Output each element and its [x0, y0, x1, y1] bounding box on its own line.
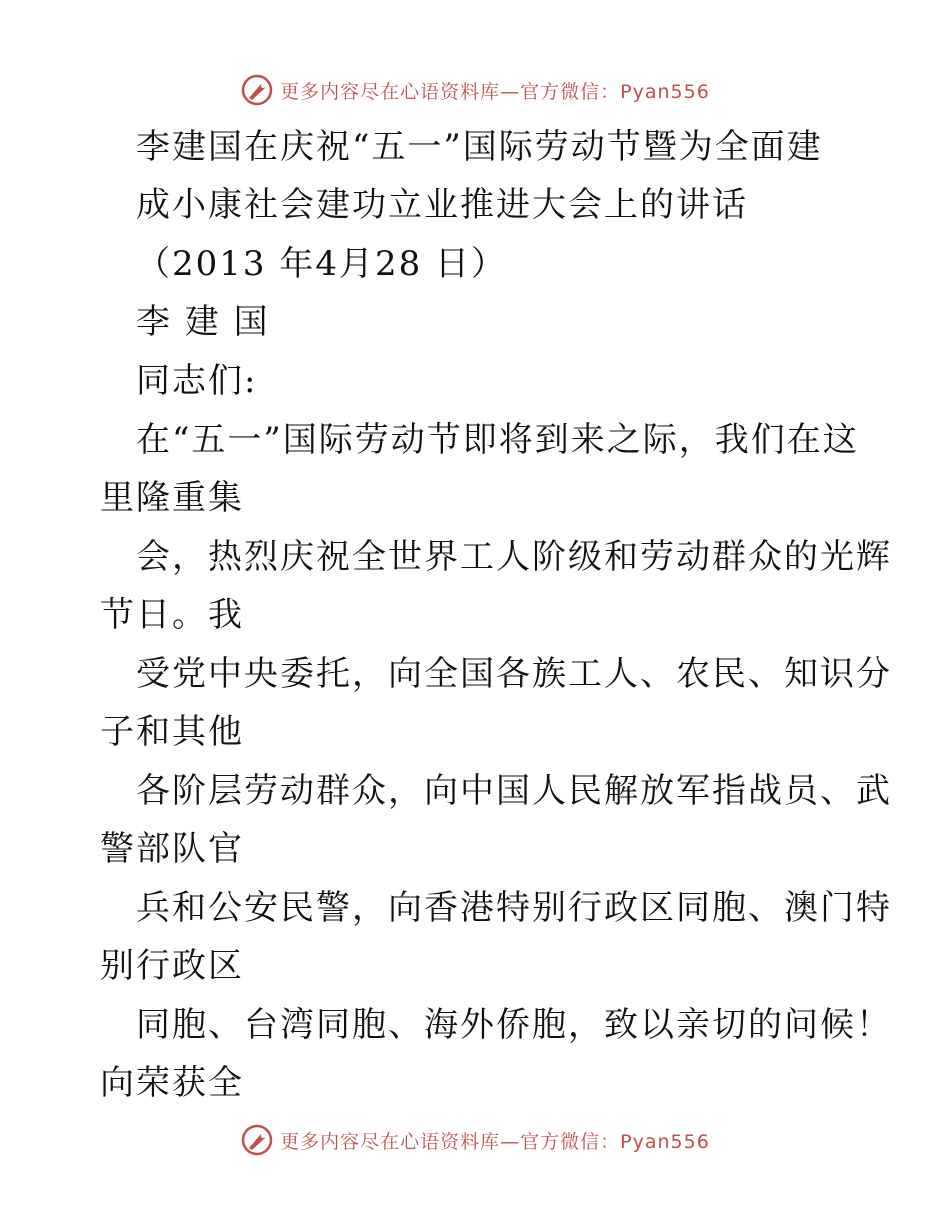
- document-title-line-2: 成小康社会建功立业推进大会上的讲话: [136, 185, 748, 225]
- body-line: 向荣获全: [100, 1063, 244, 1103]
- pen-nib-logo-icon: [240, 73, 274, 107]
- body-line: 节日。我: [100, 595, 244, 635]
- watermark-banner-top: [0, 70, 950, 110]
- salutation: 同志们:: [136, 361, 258, 401]
- body-line: 警部队官: [100, 829, 244, 869]
- body-line: 同胞、台湾同胞、海外侨胞，致以亲切的问候！: [136, 1005, 892, 1045]
- body-line: 里隆重集: [100, 478, 244, 518]
- document-author: 李 建 国: [136, 302, 270, 342]
- pen-nib-logo-icon: [240, 1123, 274, 1157]
- watermark-text: 更多内容尽在心语资料库—官方微信：Pyan556: [280, 80, 710, 103]
- body-line: 兵和公安民警，向香港特别行政区同胞、澳门特: [136, 888, 892, 928]
- document-title-line-1: 李建国在庆祝“五一”国际劳动节暨为全面建: [136, 127, 823, 167]
- body-line: 在“五一”国际劳动节即将到来之际，我们在这: [136, 420, 859, 460]
- watermark-text: 更多内容尽在心语资料库—官方微信：Pyan556: [280, 1130, 710, 1153]
- body-line: 会，热烈庆祝全世界工人阶级和劳动群众的光辉: [136, 537, 892, 577]
- body-line: 各阶层劳动群众，向中国人民解放军指战员、武: [136, 771, 892, 811]
- body-line: 受党中央委托，向全国各族工人、农民、知识分: [136, 654, 892, 694]
- watermark-banner-bottom: [0, 1120, 950, 1160]
- body-line: 别行政区: [100, 946, 244, 986]
- document-date: （2013 年4月28 日）: [136, 244, 508, 284]
- body-line: 子和其他: [100, 712, 244, 752]
